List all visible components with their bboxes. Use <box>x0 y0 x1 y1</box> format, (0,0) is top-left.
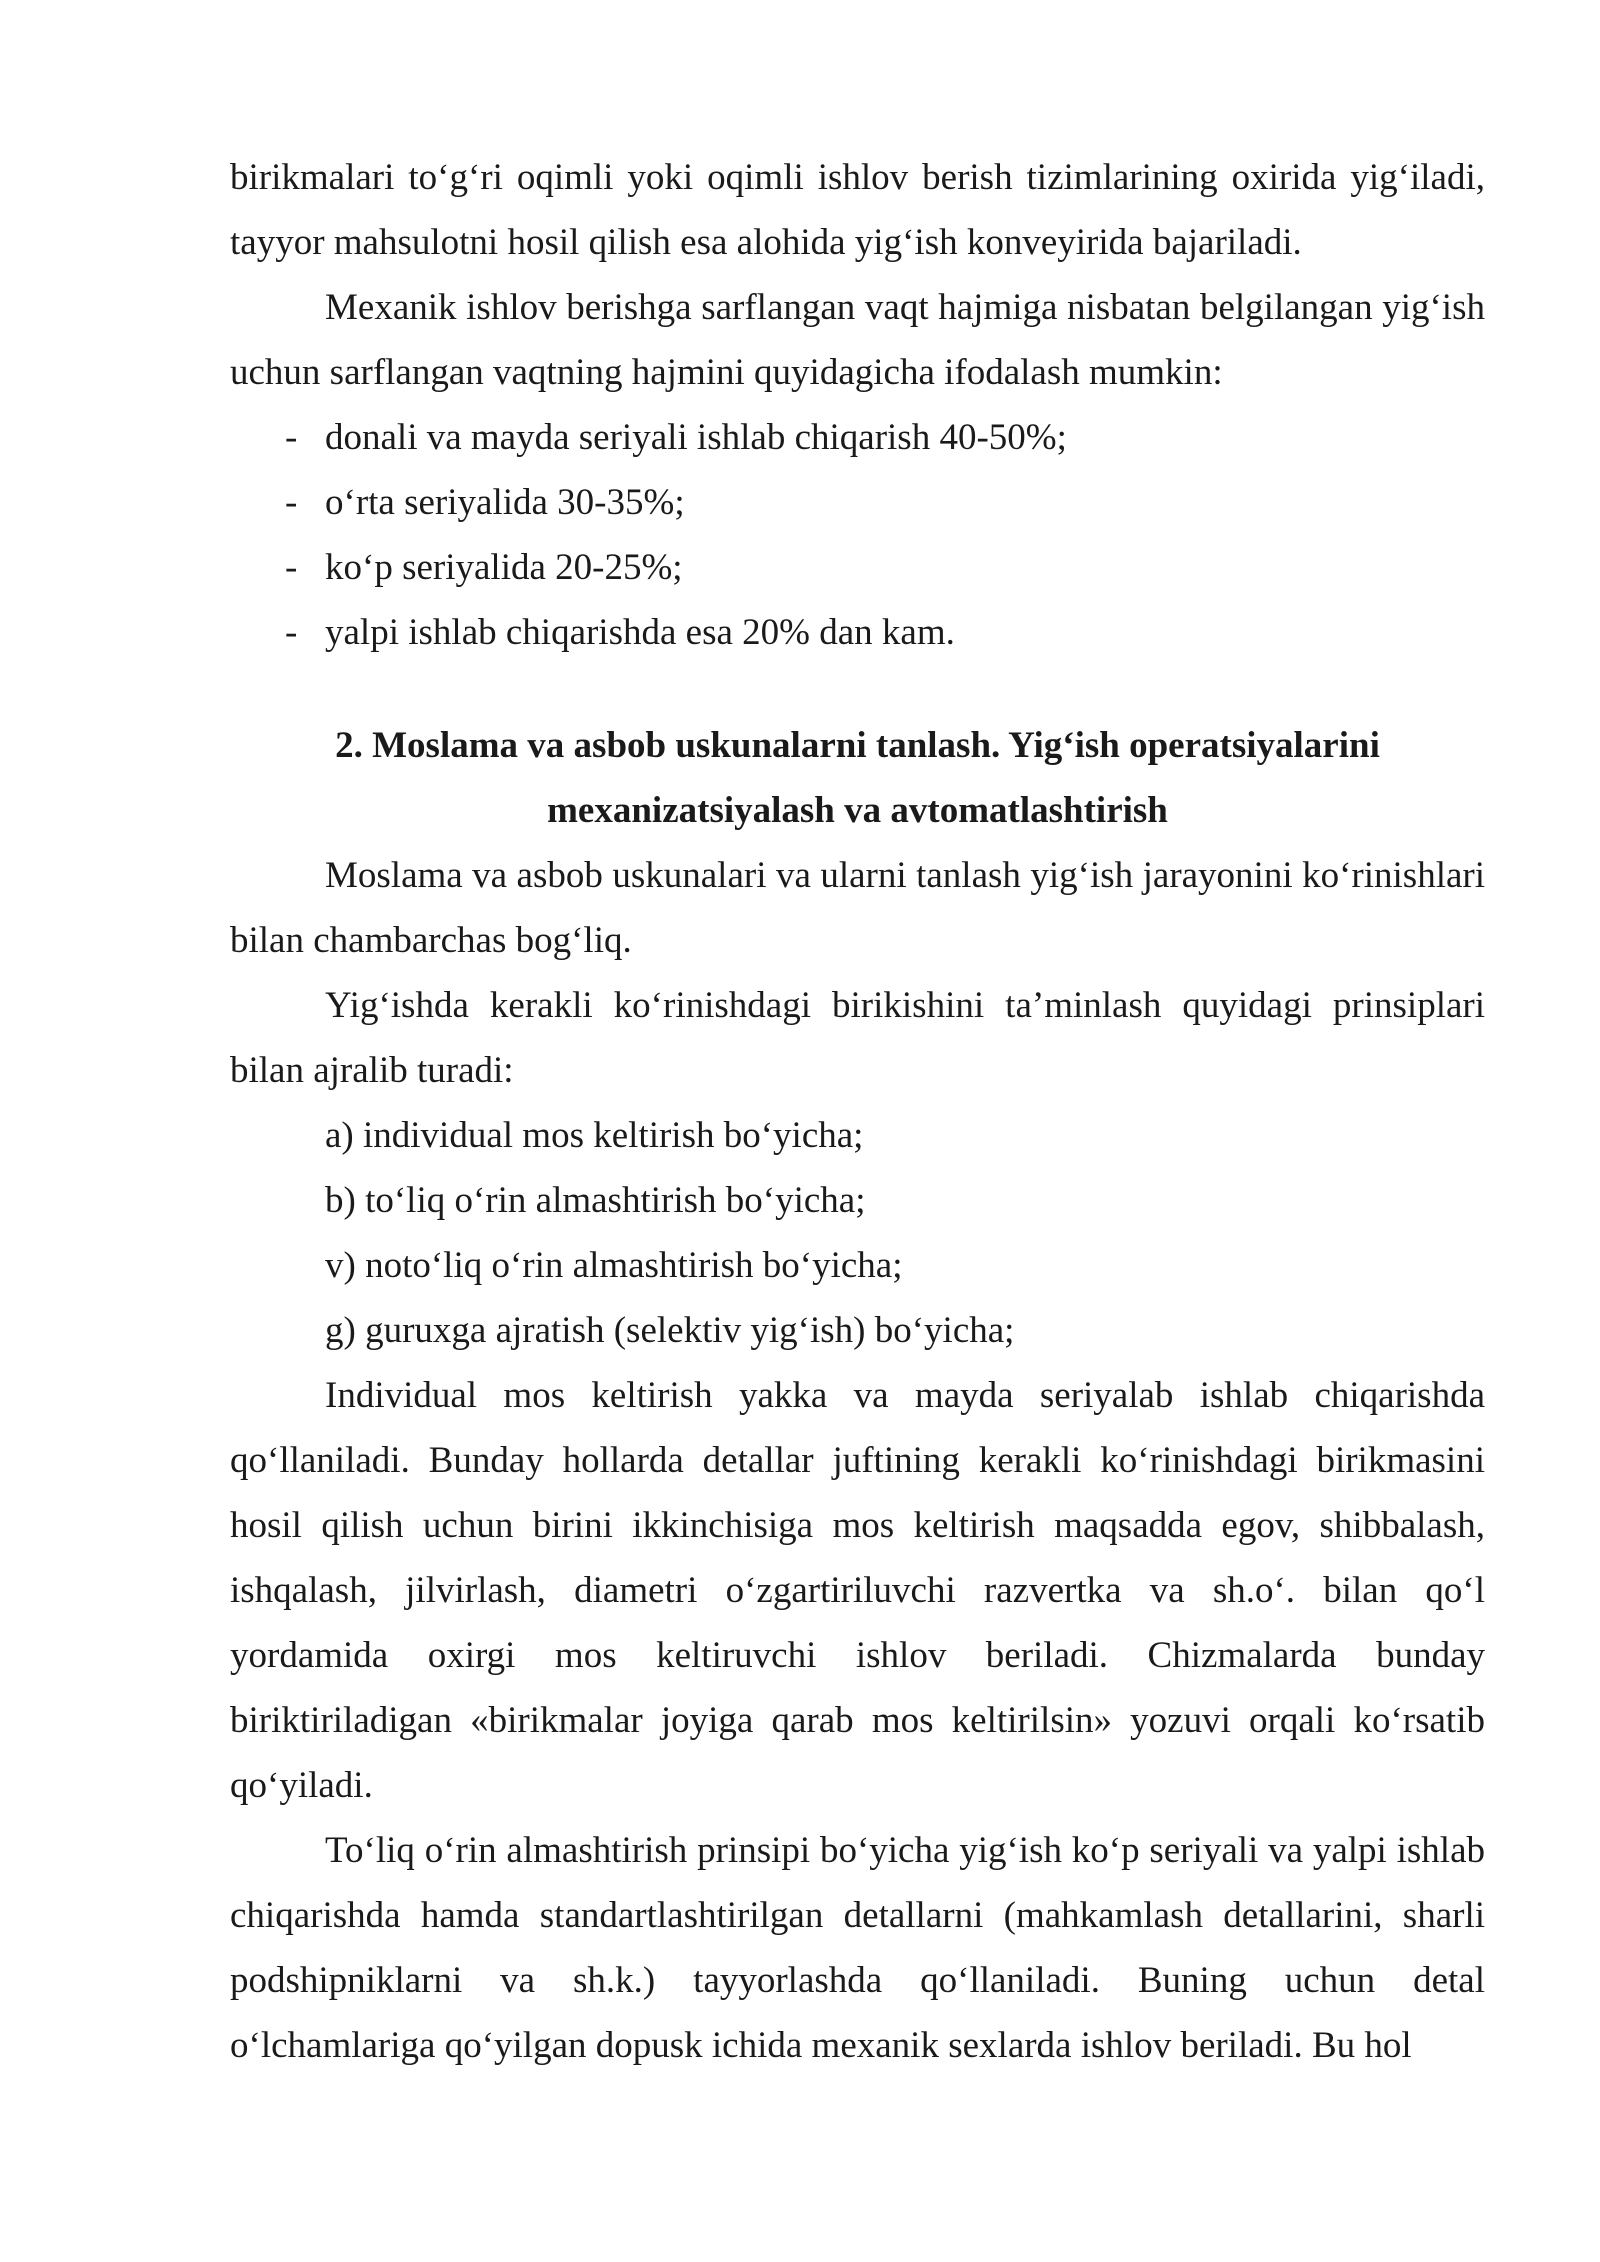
document-page <box>230 145 1485 2078</box>
paragraph-tools: Moslama va asbob uskunalari va ularni tanlash yig‘ish jarayonini ko‘rinishlari bilan chambarchas bog‘liq. <box>230 855 1485 961</box>
list-item: - donali va mayda seriyali ishlab chiqarish 40-50%; <box>285 417 1067 458</box>
option-item: a) individual mos keltirish bo‘yicha; <box>325 1115 864 1156</box>
list-item: - ko‘p seriyalida 20-25%; <box>285 547 683 588</box>
percentage-list <box>230 405 1485 665</box>
paragraph-individual-fit: Individual mos keltirish yakka va mayda seriyalab ishlab chiqarishda qo‘llaniladi. Bunday hollarda detallar juftining kerakli ko‘rinishdagi birikmasini hosil qilish uchun birini ikkinchisiga mos keltirish maqsadda egov, shibbalash, ishqalash, jilvirlash, diametri o‘zgartiriluvchi razvertka va sh.o‘. bilan qo‘l yordamida oxirgi mos keltiruvchi ishlov beriladi. Chizmalarda bunday biriktiriladigan «birikmalar joyiga qarab mos keltirilsin» yozuvi orqali ko‘rsatib qo‘yiladi. <box>230 1375 1485 1806</box>
section-heading-line2: mexanizatsiyalash va avtomatlashtirish <box>547 790 1168 831</box>
section-heading-line1: 2. Moslama va asbob uskunalarni tanlash. Yig‘ish operatsiyalarini <box>335 725 1380 766</box>
paragraph-principles: Yig‘ishda kerakli ko‘rinishdagi birikishini ta’minlash quyidagi prinsiplari bilan ajralib turadi: <box>230 985 1485 1091</box>
list-item: - yalpi ishlab chiqarishda esa 20% dan kam. <box>285 612 955 653</box>
option-item: v) noto‘liq o‘rin almashtirish bo‘yicha; <box>325 1245 903 1286</box>
paragraph-intro: birikmalari to‘g‘ri oqimli yoki oqimli ishlov berish tizimlarining oxirida yig‘iladi, tayyor mahsulotni hosil qilish esa alohida yig‘ish konveyirida bajariladi. <box>230 157 1485 263</box>
section-heading <box>230 713 1485 843</box>
option-item: b) to‘liq o‘rin almashtirish bo‘yicha; <box>325 1180 866 1221</box>
list-item: - o‘rta seriyalida 30-35%; <box>285 482 685 523</box>
option-item: g) guruxga ajratish (selektiv yig‘ish) bo‘yicha; <box>325 1310 1015 1351</box>
paragraph-time-ratio: Mexanik ishlov berishga sarflangan vaqt hajmiga nisbatan belgilangan yig‘ish uchun sarflangan vaqtning hajmini quyidagicha ifodalash mumkin: <box>230 287 1485 393</box>
paragraph-full-interchange: To‘liq o‘rin almashtirish prinsipi bo‘yicha yig‘ish ko‘p seriyali va yalpi ishlab chiqarishda hamda standartlashtirilgan detallarni (mahkamlash detallarini, sharli podshipniklarni va sh.k.) tayyorlashda qo‘llaniladi. Buning uchun detal o‘lchamlariga qo‘yilgan dopusk ichida mexanik sexlarda ishlov beriladi. Bu hol <box>230 1830 1485 2066</box>
